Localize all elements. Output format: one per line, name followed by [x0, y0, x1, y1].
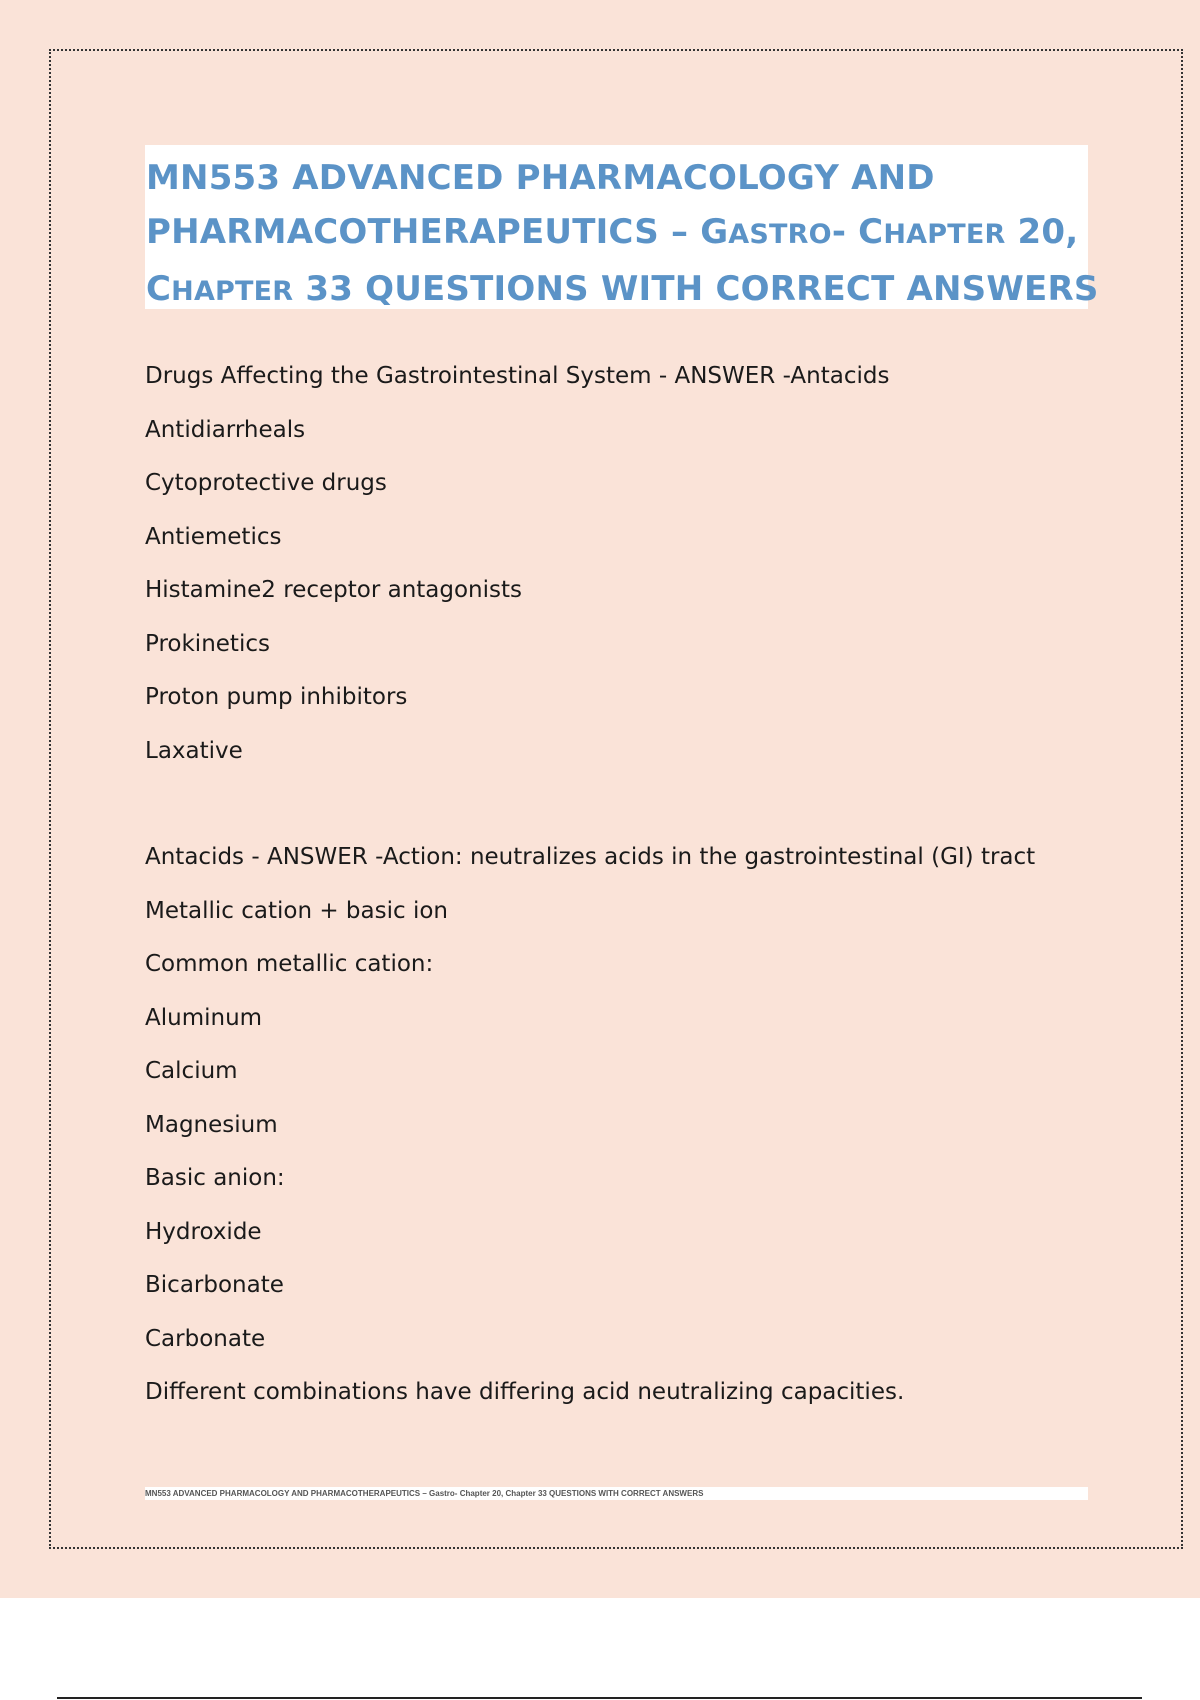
- body-line: Antacids - ANSWER -Action: neutralizes acids in the gastrointestinal (GI) tract: [145, 844, 1036, 870]
- body-line: Calcium: [145, 1058, 238, 1084]
- title-chapter2-initial: C: [146, 269, 172, 309]
- page-footer: [145, 1487, 1088, 1500]
- title-gastro-initial: G: [700, 212, 729, 252]
- body-line: Histamine2 receptor antagonists: [145, 577, 523, 603]
- title-line-2-main: PHARMACOTHERAPEUTICS –: [146, 212, 701, 252]
- body-line: Different combinations have differing acid neutralizing capacities.: [145, 1379, 905, 1405]
- body-line: Basic anion:: [145, 1165, 285, 1191]
- body-line: Laxative: [145, 737, 243, 764]
- footer-text: MN553 ADVANCED PHARMACOLOGY AND PHARMACOTHERAPEUTICS – Gastro- Chapter 20, Chapter 33 QUESTIONS WITH CORRECT ANSWERS: [145, 1489, 704, 1498]
- body-line: Antiemetics: [145, 523, 282, 550]
- body-line: Aluminum: [145, 1004, 263, 1031]
- title-chapter-number: 20,: [1005, 212, 1079, 252]
- bottom-divider: [57, 1697, 1142, 1699]
- body-line: Proton pump inhibitors: [145, 684, 408, 710]
- title-line-3: [146, 262, 1099, 319]
- title-line-2: [146, 205, 1088, 262]
- body-line: Hydroxide: [145, 1218, 262, 1245]
- title-chapter2-rest: HAPTER: [171, 276, 294, 307]
- title-line-3-rest: 33 QUESTIONS WITH CORRECT ANSWERS: [293, 269, 1099, 309]
- body-line: Cytoprotective drugs: [145, 470, 387, 496]
- body-line: Magnesium: [145, 1111, 278, 1138]
- body-line: Drugs Affecting the Gastrointestinal System - ANSWER -Antacids: [145, 363, 890, 389]
- title-chapter-initial: C: [858, 212, 884, 252]
- paragraph-gap: [145, 778, 1085, 831]
- body-line: Bicarbonate: [145, 1272, 284, 1298]
- body-line: Prokinetics: [145, 630, 270, 657]
- document-title: [145, 145, 1099, 309]
- body-line: Metallic cation + basic ion: [145, 897, 448, 924]
- document-body: [145, 350, 1085, 1420]
- title-chapter-rest: HAPTER: [883, 219, 1006, 250]
- body-line: Common metallic cation:: [145, 951, 434, 977]
- body-line: Antidiarrheals: [145, 416, 306, 443]
- title-line-1: MN553 ADVANCED PHARMACOLOGY AND: [146, 158, 935, 198]
- title-dash: -: [831, 212, 859, 252]
- title-gastro-rest: ASTRO: [728, 219, 832, 250]
- body-line: Carbonate: [145, 1325, 266, 1352]
